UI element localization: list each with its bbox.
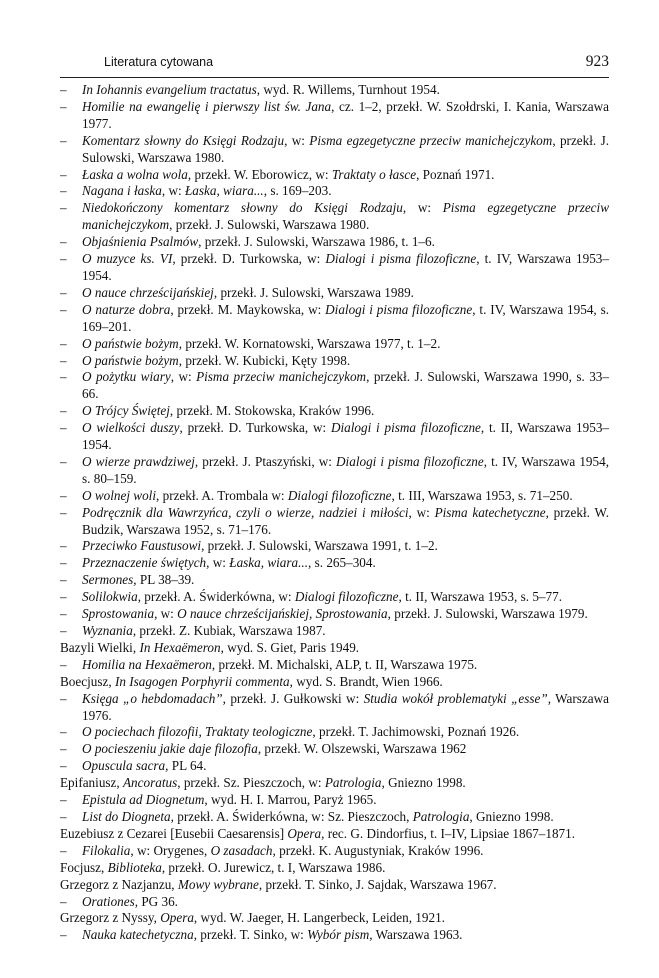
work-title: Homilia na Hexaëmeron: [82, 656, 212, 672]
source-title: Dialogi i pisma filozoficzne: [336, 453, 484, 469]
citation-text: , przekł. J. Sulowski, Warszawa 1980.: [82, 132, 609, 165]
citation-text: , Warszawa 1963.: [369, 927, 463, 943]
work-title: Przeciwko Faustusowi: [82, 538, 202, 554]
reference-entry: [60, 910, 609, 927]
reference-entry: [60, 674, 609, 691]
citation-text: , w:: [408, 504, 435, 520]
author-text: Focjusz,: [60, 859, 108, 875]
work-title: Wyznania: [82, 623, 133, 638]
citation-text: , s. 265–304.: [308, 555, 376, 571]
citation-text: , przekł. J. Gułkowski w:: [222, 690, 364, 706]
reference-subentry: [60, 538, 609, 555]
citation-text: , przekł. J. Sulowski, Warszawa 1986, t. 1–6.: [198, 234, 435, 250]
citation-text: , w:: [206, 555, 230, 571]
citation-text: , przekł. W. Eborowicz, w:: [187, 166, 332, 182]
citation-text: , przekł. J. Sulowski, Warszawa 1991, t. 1–2.: [201, 538, 438, 554]
source-title: O zasadach: [210, 842, 273, 858]
citation-text: , przekł. J. Sulowski, Warszawa 1980.: [169, 217, 370, 233]
work-title: O państwie bożym: [82, 352, 179, 368]
work-title: O wielkości duszy: [82, 420, 180, 436]
source-title: Łaska, wiara...: [229, 555, 309, 571]
citation-text: , t. IV, Warszawa 1953–1954.: [82, 251, 609, 283]
work-title: Komentarz słowny do Księgi Rodzaju: [82, 132, 285, 148]
citation-text: , przekł. T. Sinko, w:: [193, 927, 308, 943]
work-title: Mowy wybrane: [177, 876, 259, 892]
reference-subentry: [60, 623, 609, 640]
reference-subentry: [60, 724, 609, 741]
citation-text: , przekł. T. Sinko, J. Sajdak, Warszawa 1967.: [258, 876, 497, 892]
reference-subentry: [60, 302, 609, 336]
running-header: [60, 53, 609, 78]
citation-text: , przekł. W. Kornatowski, Warszawa 1977, t. 1–2.: [178, 335, 441, 351]
source-title: Dialogi i pisma filozoficzne: [325, 301, 473, 317]
reference-entry: [60, 860, 609, 877]
author-text: Boecjusz,: [60, 673, 115, 689]
work-title: Niedokończony komentarz słowny do Księgi Rodzaju: [82, 200, 403, 216]
source-title: Wybór pism: [307, 927, 370, 943]
reference-subentry: [60, 555, 609, 572]
work-title: O pożytku wiary: [82, 369, 171, 385]
work-title: O muzyce ks. VI: [82, 251, 173, 267]
citation-text: , wyd. W. Jaeger, H. Langerbeck, Leiden, 1921.: [193, 910, 445, 926]
source-title: Traktaty o łasce: [331, 166, 417, 182]
citation-text: , t. II, Warszawa 1953–1954.: [82, 420, 610, 453]
work-title: Księga „o hebdomadach”: [82, 690, 223, 706]
citation-text: , Gniezno 1998.: [469, 808, 554, 824]
work-title: O pociechach filozofii, Traktaty teologiczne: [82, 724, 313, 740]
work-title: Sermones: [82, 572, 134, 588]
work-title: Epistula ad Diognetum: [82, 792, 205, 808]
citation-text: , cz. 1–2, przekł. W. Szołdrski, I. Kania, Warszawa 1977.: [82, 98, 609, 131]
reference-list: [60, 82, 609, 944]
source-title: Dialogi filozoficzne: [294, 589, 399, 605]
running-title: Literatura cytowana: [104, 55, 214, 69]
citation-text: , przekł. M. Maykowska, w:: [170, 301, 326, 317]
reference-subentry: [60, 894, 609, 911]
work-title: List do Diogneta: [82, 808, 171, 824]
work-title: Homilie na ewangelię i pierwszy list św. Jana: [82, 98, 332, 114]
reference-subentry: [60, 133, 609, 167]
reference-subentry: [60, 99, 609, 133]
citation-text: , rec. G. Dindorfius, t. I–IV, Lipsiae 1867–1871.: [321, 825, 576, 841]
work-title: Nagana i łaska: [82, 183, 162, 199]
reference-subentry: [60, 488, 609, 505]
citation-text: , w:: [402, 200, 443, 216]
citation-text: , t. IV, Warszawa 1954, s. 169–201.: [82, 301, 610, 334]
citation-text: , PL 38–39.: [133, 572, 195, 588]
reference-entry: [60, 640, 609, 657]
reference-subentry: [60, 589, 609, 606]
source-title: Studia wokół problematyki „esse”: [363, 690, 548, 706]
citation-text: , PL 64.: [165, 758, 207, 774]
reference-subentry: [60, 285, 609, 302]
citation-text: , t. IV, Warszawa 1954, s. 80–159.: [82, 453, 609, 486]
reference-subentry: [60, 454, 609, 488]
source-title: Pisma przeciw manichejczykom: [196, 369, 367, 385]
reference-subentry: [60, 420, 609, 454]
reference-entry: [60, 826, 609, 843]
source-title: Dialogi i pisma filozoficzne: [325, 251, 477, 267]
work-title: Opera: [287, 825, 322, 841]
reference-subentry: [60, 809, 609, 826]
citation-text: , przekł. D. Turkowska, w:: [172, 251, 326, 267]
citation-text: , w:: [161, 183, 185, 199]
reference-entry: [60, 877, 609, 894]
work-title: Ancoratus: [123, 775, 178, 791]
citation-text: , przekł. T. Jachimowski, Poznań 1926.: [312, 724, 520, 740]
citation-text: , przekł. J. Sulowski, Warszawa 1989.: [213, 284, 414, 300]
reference-subentry: [60, 606, 609, 623]
citation-text: , przekł. M. Michalski, ALP, t. II, Warszawa 1975.: [211, 656, 478, 672]
author-text: Grzegorz z Nazjanzu,: [60, 876, 178, 892]
work-title: O naturze dobra: [82, 301, 171, 317]
citation-text: , t. II, Warszawa 1953, s. 5–77.: [398, 589, 562, 605]
reference-entry: [60, 775, 609, 792]
citation-text: , w: Orygenes,: [130, 842, 211, 858]
reference-subentry: [60, 251, 609, 285]
citation-text: , przekł. Sz. Pieszczoch, w:: [177, 775, 325, 791]
source-title: Pisma egzegetyczne przeciw manichejczykom: [309, 132, 553, 148]
citation-text: , w:: [154, 606, 178, 622]
citation-text: , przekł. W. Budzik, Warszawa 1952, s. 71–176.: [82, 504, 609, 537]
work-title: In Iohannis evangelium tractatus: [82, 82, 257, 97]
work-title: Solilokwia: [82, 589, 138, 605]
citation-text: , Poznań 1971.: [416, 166, 495, 182]
reference-subentry: [60, 167, 609, 184]
work-title: O nauce chrześcijańskiej: [82, 284, 214, 300]
work-title: Objaśnienia Psalmów: [82, 234, 199, 250]
reference-subentry: [60, 403, 609, 420]
reference-subentry: [60, 792, 609, 809]
work-title: In Hexaëmeron: [139, 639, 221, 655]
source-title: Pisma egzegetyczne przeciw manichejczykom: [82, 200, 609, 233]
citation-text: , przekł. J. Sulowski, Warszawa 1979.: [387, 606, 588, 622]
author-text: Epifaniusz,: [60, 775, 123, 791]
reference-subentry: [60, 82, 609, 99]
citation-text: , przekł. D. Turkowska, w:: [179, 420, 331, 436]
citation-text: , przekł. O. Jurewicz, t. I, Warszawa 1986.: [161, 859, 386, 875]
reference-subentry: [60, 927, 609, 944]
work-title: Podręcznik dla Wawrzyńca, czyli o wierze, nadziei i miłości: [82, 504, 409, 520]
citation-text: , Warszawa 1976.: [82, 690, 610, 723]
reference-subentry: [60, 183, 609, 200]
work-title: Łaska a wolna wola: [82, 166, 188, 182]
page-number: 923: [585, 53, 609, 70]
work-title: O wolnej woli: [82, 487, 156, 503]
source-title: Łaska, wiara...: [184, 183, 264, 199]
reference-subentry: [60, 843, 609, 860]
source-title: Patrologia: [412, 808, 470, 824]
reference-subentry: [60, 657, 609, 674]
citation-text: , przekł. A. Świderkówna, w:: [137, 589, 295, 605]
citation-text: , przekł. J. Sulowski, Warszawa 1990, s. 33–66.: [82, 369, 609, 402]
citation-text: , w:: [170, 369, 197, 385]
work-title: Opera: [160, 910, 194, 926]
author-text: Grzegorz z Nyssy,: [60, 910, 161, 926]
reference-subentry: [60, 353, 609, 370]
citation-text: , przekł. A. Świderkówna, w: Sz. Pieszczoch,: [170, 808, 413, 824]
reference-subentry: [60, 758, 609, 775]
work-title: Orationes: [82, 893, 135, 909]
work-title: Sprostowania: [82, 606, 155, 622]
work-title: Opuscula sacra: [82, 758, 166, 774]
citation-text: , przekł. W. Olszewski, Warszawa 1962: [257, 741, 467, 757]
author-text: Bazyli Wielki,: [60, 639, 140, 655]
work-title: O państwie bożym: [82, 335, 179, 351]
citation-text: , przekł. K. Augustyniak, Kraków 1996.: [272, 842, 484, 858]
reference-subentry: [60, 369, 609, 403]
reference-subentry: [60, 200, 609, 234]
citation-text: , wyd. H. I. Marrou, Paryż 1965.: [204, 792, 377, 808]
citation-text: , przekł. A. Trombala w:: [156, 487, 288, 503]
citation-text: , s. 169–203.: [263, 183, 332, 199]
source-title: Patrologia: [324, 775, 382, 791]
source-title: Pisma katechetyczne: [434, 504, 546, 520]
work-title: Biblioteka: [107, 859, 162, 875]
citation-text: , PG 36.: [134, 893, 178, 909]
reference-subentry: [60, 234, 609, 251]
work-title: Filokalia: [82, 842, 131, 858]
reference-subentry: [60, 505, 609, 539]
work-title: In Isagogen Porphyrii commenta: [114, 673, 290, 689]
citation-text: , przekł. Z. Kubiak, Warszawa 1987.: [132, 623, 326, 638]
work-title: O pocieszeniu jakie daje filozofia: [82, 741, 258, 757]
citation-text: , przekł. W. Kubicki, Kęty 1998.: [178, 352, 351, 368]
reference-subentry: [60, 572, 609, 589]
source-title: Dialogi filozoficzne: [287, 487, 392, 503]
work-title: O wierze prawdziwej: [82, 453, 195, 469]
citation-text: , wyd. S. Giet, Paris 1949.: [220, 639, 360, 655]
citation-text: , w:: [284, 132, 310, 148]
citation-text: , przekł. M. Stokowska, Kraków 1996.: [169, 403, 375, 419]
reference-subentry: [60, 741, 609, 758]
citation-text: , wyd. R. Willems, Turnhout 1954.: [256, 82, 440, 97]
citation-text: , wyd. S. Brandt, Wien 1966.: [289, 673, 443, 689]
author-text: Euzebiusz z Cezarei [Eusebii Caesarensis]: [60, 825, 288, 841]
work-title: Przeznaczenie świętych: [82, 555, 207, 571]
reference-subentry: [60, 691, 609, 725]
work-title: Nauka katechetyczna: [82, 927, 194, 943]
work-title: O Trójcy Świętej: [82, 403, 170, 419]
citation-text: , t. III, Warszawa 1953, s. 71–250.: [391, 487, 573, 503]
source-title: O nauce chrześcijańskiej, Sprostowania: [177, 606, 388, 622]
citation-text: , przekł. J. Ptaszyński, w:: [194, 453, 337, 469]
source-title: Dialogi i pisma filozoficzne: [330, 420, 481, 436]
reference-subentry: [60, 336, 609, 353]
citation-text: , Gniezno 1998.: [381, 775, 466, 791]
